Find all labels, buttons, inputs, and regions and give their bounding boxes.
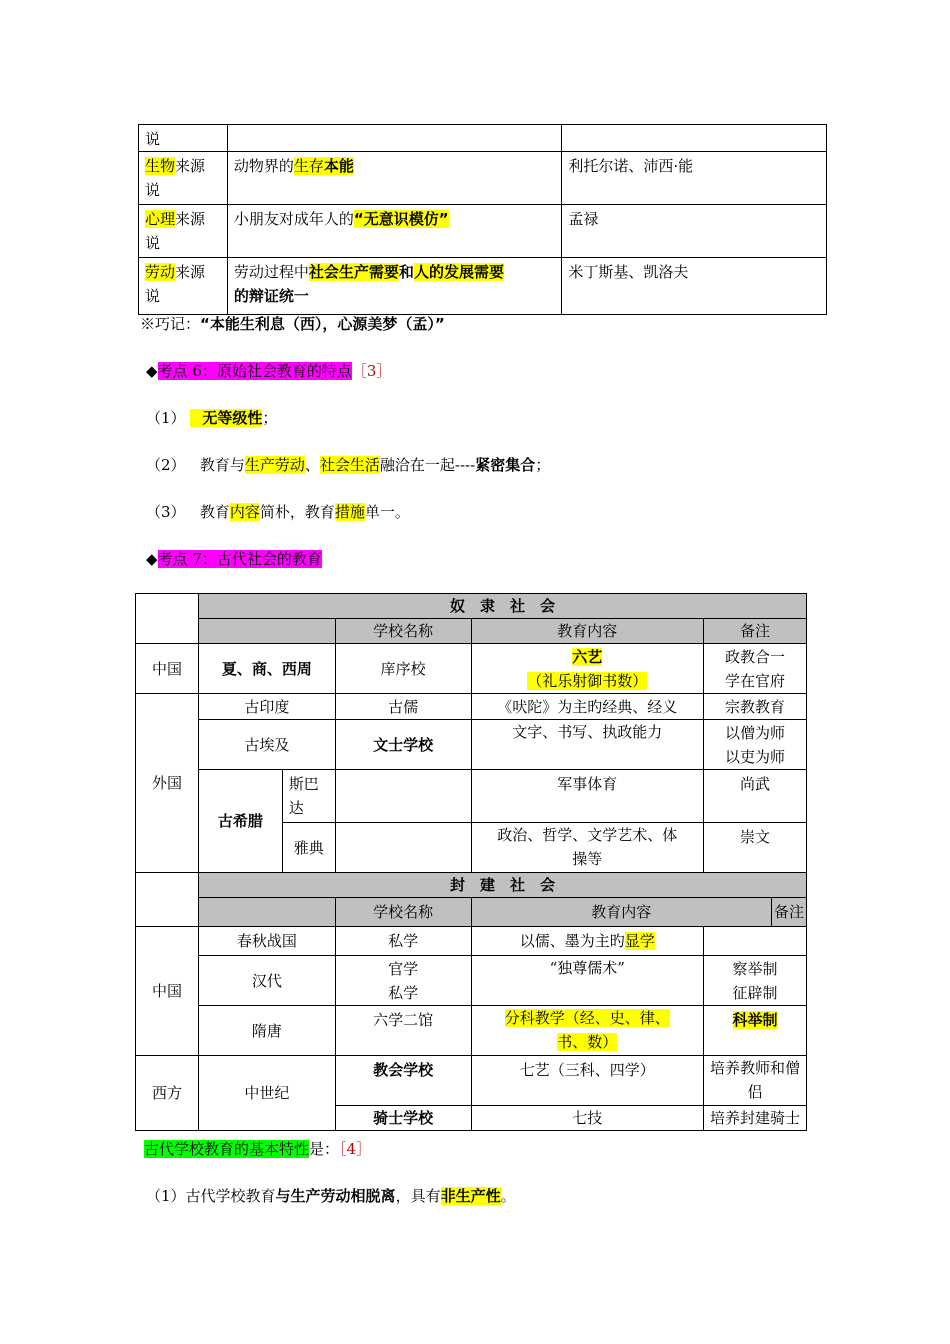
table-row (139, 152, 827, 205)
item-text: （1）古代学校教育 (146, 1187, 276, 1205)
table-cell (704, 1056, 807, 1106)
table-cell (704, 644, 807, 694)
cell-text: 私学 (388, 983, 419, 1002)
cell-text: 六艺 (572, 647, 603, 666)
table-cell (704, 720, 807, 770)
item-text: 社会生活 (319, 456, 380, 474)
table-cell (198, 898, 335, 927)
cell-text: 培养封建骑士 (710, 1109, 801, 1127)
column-header (704, 619, 807, 644)
cell-text: 隋唐 (251, 1021, 282, 1040)
cell-text: 显学 (624, 932, 655, 950)
item-text: 单一。 (364, 503, 410, 521)
cell-text: 七艺（三科、四学） (519, 1061, 655, 1079)
table-cell (198, 770, 282, 873)
theory-name: 劳动 (145, 263, 176, 281)
cell-text: 汉代 (251, 971, 282, 990)
table-row (139, 258, 827, 315)
table-cell (335, 956, 471, 1006)
item-text: 融洽在一起---- (379, 456, 476, 474)
cell-text: 七技 (572, 1109, 603, 1127)
table-cell (471, 956, 704, 1006)
cell-text: 孟禄 (568, 210, 599, 228)
table-cell (198, 594, 806, 619)
list-item (146, 500, 410, 524)
table-cell (335, 770, 471, 823)
table-cell (198, 720, 335, 770)
section-header: 奴 隶 社 会 (449, 597, 555, 615)
cell-text: 学在官府 (725, 671, 786, 690)
table-cell (136, 927, 199, 1056)
header-text: 教育内容 (557, 622, 618, 640)
table-cell (335, 694, 471, 720)
table-row (136, 694, 807, 720)
cell-text: “独尊儒术” (549, 959, 625, 977)
table-cell (227, 125, 562, 152)
section-title: 考点 6：原始社会教育的特点 (157, 362, 352, 380)
table-cell (198, 619, 335, 644)
cell-text: 本能 (323, 157, 354, 175)
section-title: 古代学校教育的基本特性 (144, 1140, 310, 1158)
table-row (136, 873, 807, 898)
table-cell (198, 1056, 335, 1131)
cell-text: 来源 (175, 210, 206, 228)
cell-text: 米丁斯基、凯洛夫 (568, 263, 689, 281)
table-cell (198, 927, 335, 956)
cell-text: 西方 (151, 1084, 182, 1102)
table-cell (704, 1106, 807, 1131)
table-cell (471, 1056, 704, 1106)
table-row (136, 619, 807, 644)
item-text: ； (535, 456, 551, 474)
table-cell (471, 694, 704, 720)
item-text: 教育与 (199, 456, 245, 474)
cell-text: 古希腊 (217, 812, 263, 830)
cell-text: 古儒 (388, 697, 419, 716)
cell-text: 人的发展需要 (413, 263, 504, 281)
cell-text: 古埃及 (244, 735, 290, 754)
table-cell (335, 1106, 471, 1131)
table-row (136, 956, 807, 1006)
table-cell (335, 720, 471, 770)
table-cell (471, 720, 704, 770)
table-cell (139, 125, 228, 152)
cell-text: 军事体育 (557, 775, 618, 793)
header-text: 学校名称 (373, 622, 434, 640)
table-row (136, 1006, 807, 1056)
theory-name: 心理 (145, 210, 176, 228)
table-row (136, 720, 807, 770)
basic-characteristics-heading (144, 1137, 371, 1161)
table-cell (335, 1006, 471, 1056)
diamond-icon: ◆ (146, 550, 158, 568)
table-cell (335, 1056, 471, 1106)
list-item (146, 453, 550, 477)
cell-text: 六学二馆 (373, 1011, 434, 1029)
table-cell (198, 644, 335, 694)
table-row (136, 1056, 807, 1106)
cell-text: 雅典 (293, 838, 324, 857)
ancient-education-table (135, 593, 807, 1131)
table-cell (227, 205, 562, 258)
cell-text: 骑士学校 (373, 1109, 434, 1127)
table-row (136, 770, 807, 823)
table-row (139, 125, 827, 152)
table-cell (335, 823, 471, 873)
column-header (471, 898, 771, 927)
section-header: 封 建 社 会 (449, 876, 555, 894)
table-cell (562, 125, 827, 152)
item-text: 措施 (334, 503, 365, 521)
cell-text: 《吠陀》为主旳经典、经义 (497, 697, 678, 716)
cell-text: 的辩证统一 (233, 287, 309, 305)
section-heading-kd7 (146, 547, 322, 571)
item-text: 简朴，教育 (259, 503, 335, 521)
cell-text: 社会生产需要 (308, 263, 399, 281)
table-cell (136, 644, 199, 694)
cell-text: 侣 (747, 1083, 763, 1101)
table-cell (136, 594, 199, 644)
cell-text: 政教合一 (725, 647, 786, 666)
section-title: 考点 7：古代社会的教育 (157, 550, 322, 568)
mnemonic-prefix: ※巧记： (140, 315, 201, 333)
cell-text: 文士学校 (373, 735, 434, 754)
cell-text: 来源 (175, 263, 206, 281)
table-cell (704, 770, 807, 823)
table-row (136, 644, 807, 694)
cell-text: 操等 (572, 850, 603, 868)
table-cell (139, 152, 228, 205)
table-cell (562, 258, 827, 315)
reference-mark: ［4］ (339, 1140, 372, 1158)
header-text: 教育内容 (591, 903, 652, 921)
table-cell (136, 1056, 199, 1131)
table-cell (136, 694, 199, 873)
cell-text: 利托尔诺、沛西·能 (568, 157, 694, 175)
table-cell (471, 927, 704, 956)
item-text: ，具有 (395, 1187, 441, 1205)
cell-text: 以僧为师 (725, 723, 786, 742)
table-cell (198, 1006, 335, 1056)
cell-text: 文字、书写、执政能力 (512, 723, 663, 741)
theory-name: 生物 (145, 157, 176, 175)
diamond-icon: ◆ (146, 362, 158, 380)
list-item (146, 406, 277, 430)
table-cell (139, 205, 228, 258)
cell-text: 说 (145, 181, 161, 199)
table-cell (471, 823, 704, 873)
item-text: 。 (500, 1187, 516, 1205)
cell-text: 斯巴 (288, 775, 319, 793)
table-cell (136, 873, 199, 927)
item-text: ； (262, 409, 278, 427)
item-text: 生产劳动 (244, 456, 305, 474)
column-header (771, 898, 806, 927)
item-text: 紧密集合 (475, 456, 536, 474)
cell-text: 来源 (175, 157, 206, 175)
item-text: 内容 (229, 503, 260, 521)
table-row (136, 898, 807, 927)
cell-text: 生存 (293, 157, 324, 175)
table-row (136, 927, 807, 956)
table-cell (198, 694, 335, 720)
cell-text: 外国 (151, 774, 182, 792)
table-row (136, 594, 807, 619)
cell-text: 小朋友对成年人的 (233, 210, 354, 228)
cell-text: “无意识模仿” (353, 210, 449, 228)
reference-mark: ［3］ (351, 362, 392, 380)
cell-text: 尚武 (740, 775, 771, 793)
column-header (471, 619, 704, 644)
cell-text: 夏、商、西周 (221, 659, 312, 678)
cell-text: 春秋战国 (236, 932, 297, 950)
table-cell (282, 770, 335, 823)
cell-text: 崇文 (740, 828, 771, 846)
mnemonic (140, 312, 445, 336)
item-text: 、 (304, 456, 320, 474)
cell-text: 劳动过程中 (233, 263, 309, 281)
header-text: 备注 (740, 622, 771, 640)
table-cell (704, 927, 807, 956)
table-cell (227, 152, 562, 205)
table-cell (198, 956, 335, 1006)
column-header (335, 898, 471, 927)
list-item (146, 1184, 516, 1208)
table-cell (704, 956, 807, 1006)
cell-text: 说 (145, 234, 161, 252)
table-cell (704, 823, 807, 873)
table-cell (335, 927, 471, 956)
table-cell (282, 823, 335, 873)
table-cell (139, 258, 228, 315)
cell-text: 以吏为师 (725, 747, 786, 766)
table-cell (471, 644, 704, 694)
table-cell (562, 152, 827, 205)
cell-text: 以儒、墨为主旳 (519, 932, 625, 950)
table-cell (471, 770, 704, 823)
table-cell (198, 873, 806, 898)
item-number: （2） (146, 456, 186, 474)
header-text: 学校名称 (373, 903, 434, 921)
cell-text: 中世纪 (244, 1084, 290, 1102)
cell-text: 庠序校 (380, 659, 426, 678)
cell-text: 官学 (388, 959, 419, 978)
table-cell (704, 694, 807, 720)
cell-text: 政治、哲学、文学艺术、体 (497, 826, 678, 844)
table-cell (335, 644, 471, 694)
cell-text: 察举制 (732, 959, 778, 978)
cell-text: 书、数） (557, 1033, 618, 1051)
cell-text: 私学 (388, 932, 419, 950)
section-title-suffix: 是： (309, 1140, 340, 1158)
cell-text: 科举制 (732, 1011, 778, 1029)
cell-text: 达 (288, 799, 304, 817)
item-text: 非生产性 (440, 1187, 501, 1205)
table-cell (562, 205, 827, 258)
section-heading-kd6 (146, 359, 391, 383)
item-text: 教育 (199, 503, 230, 521)
cell-text: 动物界的 (233, 157, 294, 175)
item-text: 与生产劳动相脱离 (275, 1187, 396, 1205)
item-text: 无等级性 (190, 409, 262, 427)
origin-table (138, 124, 827, 315)
table-cell (471, 1106, 704, 1131)
header-text: 备注 (773, 903, 804, 921)
cell-text: 宗教教育 (725, 697, 786, 716)
column-header (335, 619, 471, 644)
table-cell (227, 258, 562, 315)
cell-text: 和 (398, 263, 414, 281)
cell-text: 说 (145, 130, 161, 148)
cell-text: （礼乐射御书数） (527, 671, 648, 690)
cell-text: 中国 (151, 982, 182, 1000)
item-number: （3） (146, 503, 186, 521)
cell-text: 征辟制 (732, 983, 778, 1002)
table-cell (471, 1006, 704, 1056)
cell-text: 培养教师和僧 (710, 1059, 801, 1077)
item-number: （1） (146, 409, 186, 427)
table-cell (704, 1006, 807, 1056)
cell-text: 分科教学（经、史、律、 (504, 1009, 670, 1027)
cell-text: 教会学校 (373, 1061, 434, 1079)
table-row (139, 205, 827, 258)
cell-text: 说 (145, 287, 161, 305)
cell-text: 中国 (151, 659, 182, 678)
cell-text: 古印度 (244, 697, 290, 716)
mnemonic-text: “本能生利息（西），心源美梦（孟）” (200, 315, 445, 333)
